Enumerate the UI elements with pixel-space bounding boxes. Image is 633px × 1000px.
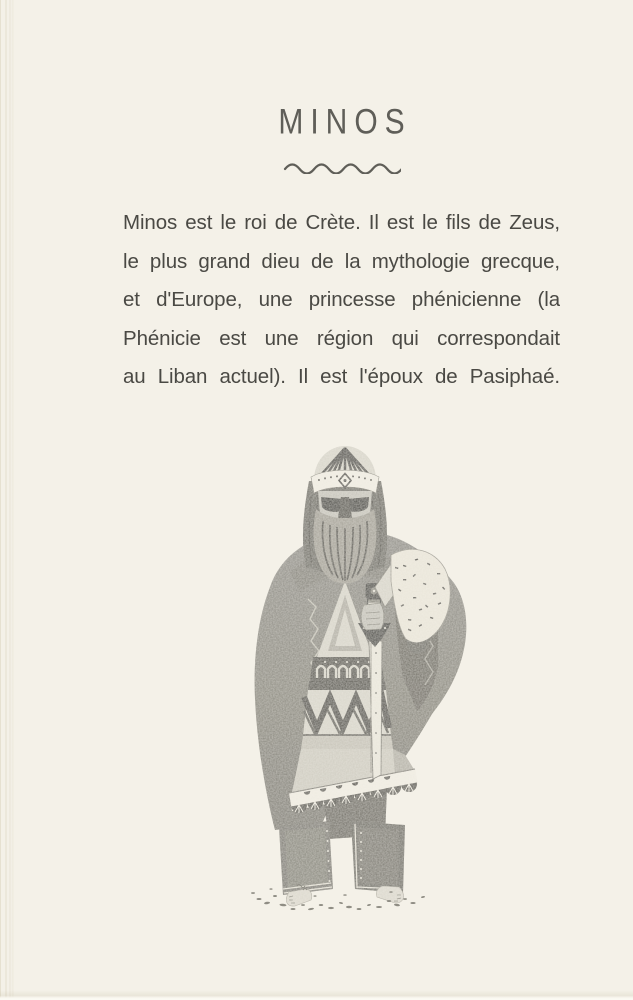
page-content [123,0,560,397]
minos-figure [255,446,467,906]
paragraph-line: et d'Europe, une princesse phénicienne (la [123,288,560,311]
minos-illustration [245,437,475,915]
paragraph-line: le plus grand dieu de la mythologie grecque, [123,249,560,273]
paragraph-line: au Liban actuel). Il est l'époux de Pasiphaé. [123,365,560,388]
title-wrap [123,0,560,140]
head [303,446,387,584]
paragraph [123,204,560,397]
page-gutter-edge [0,0,18,1000]
paragraph-line: Minos est le roi de Crète. Il est le fils de Zeus, [123,211,560,234]
page-title: MINOS [278,103,412,142]
page-bottom-edge [0,990,633,1000]
paragraph-line: Phénicie est une région qui correspondait [123,326,560,350]
wave-divider-icon [283,162,401,174]
